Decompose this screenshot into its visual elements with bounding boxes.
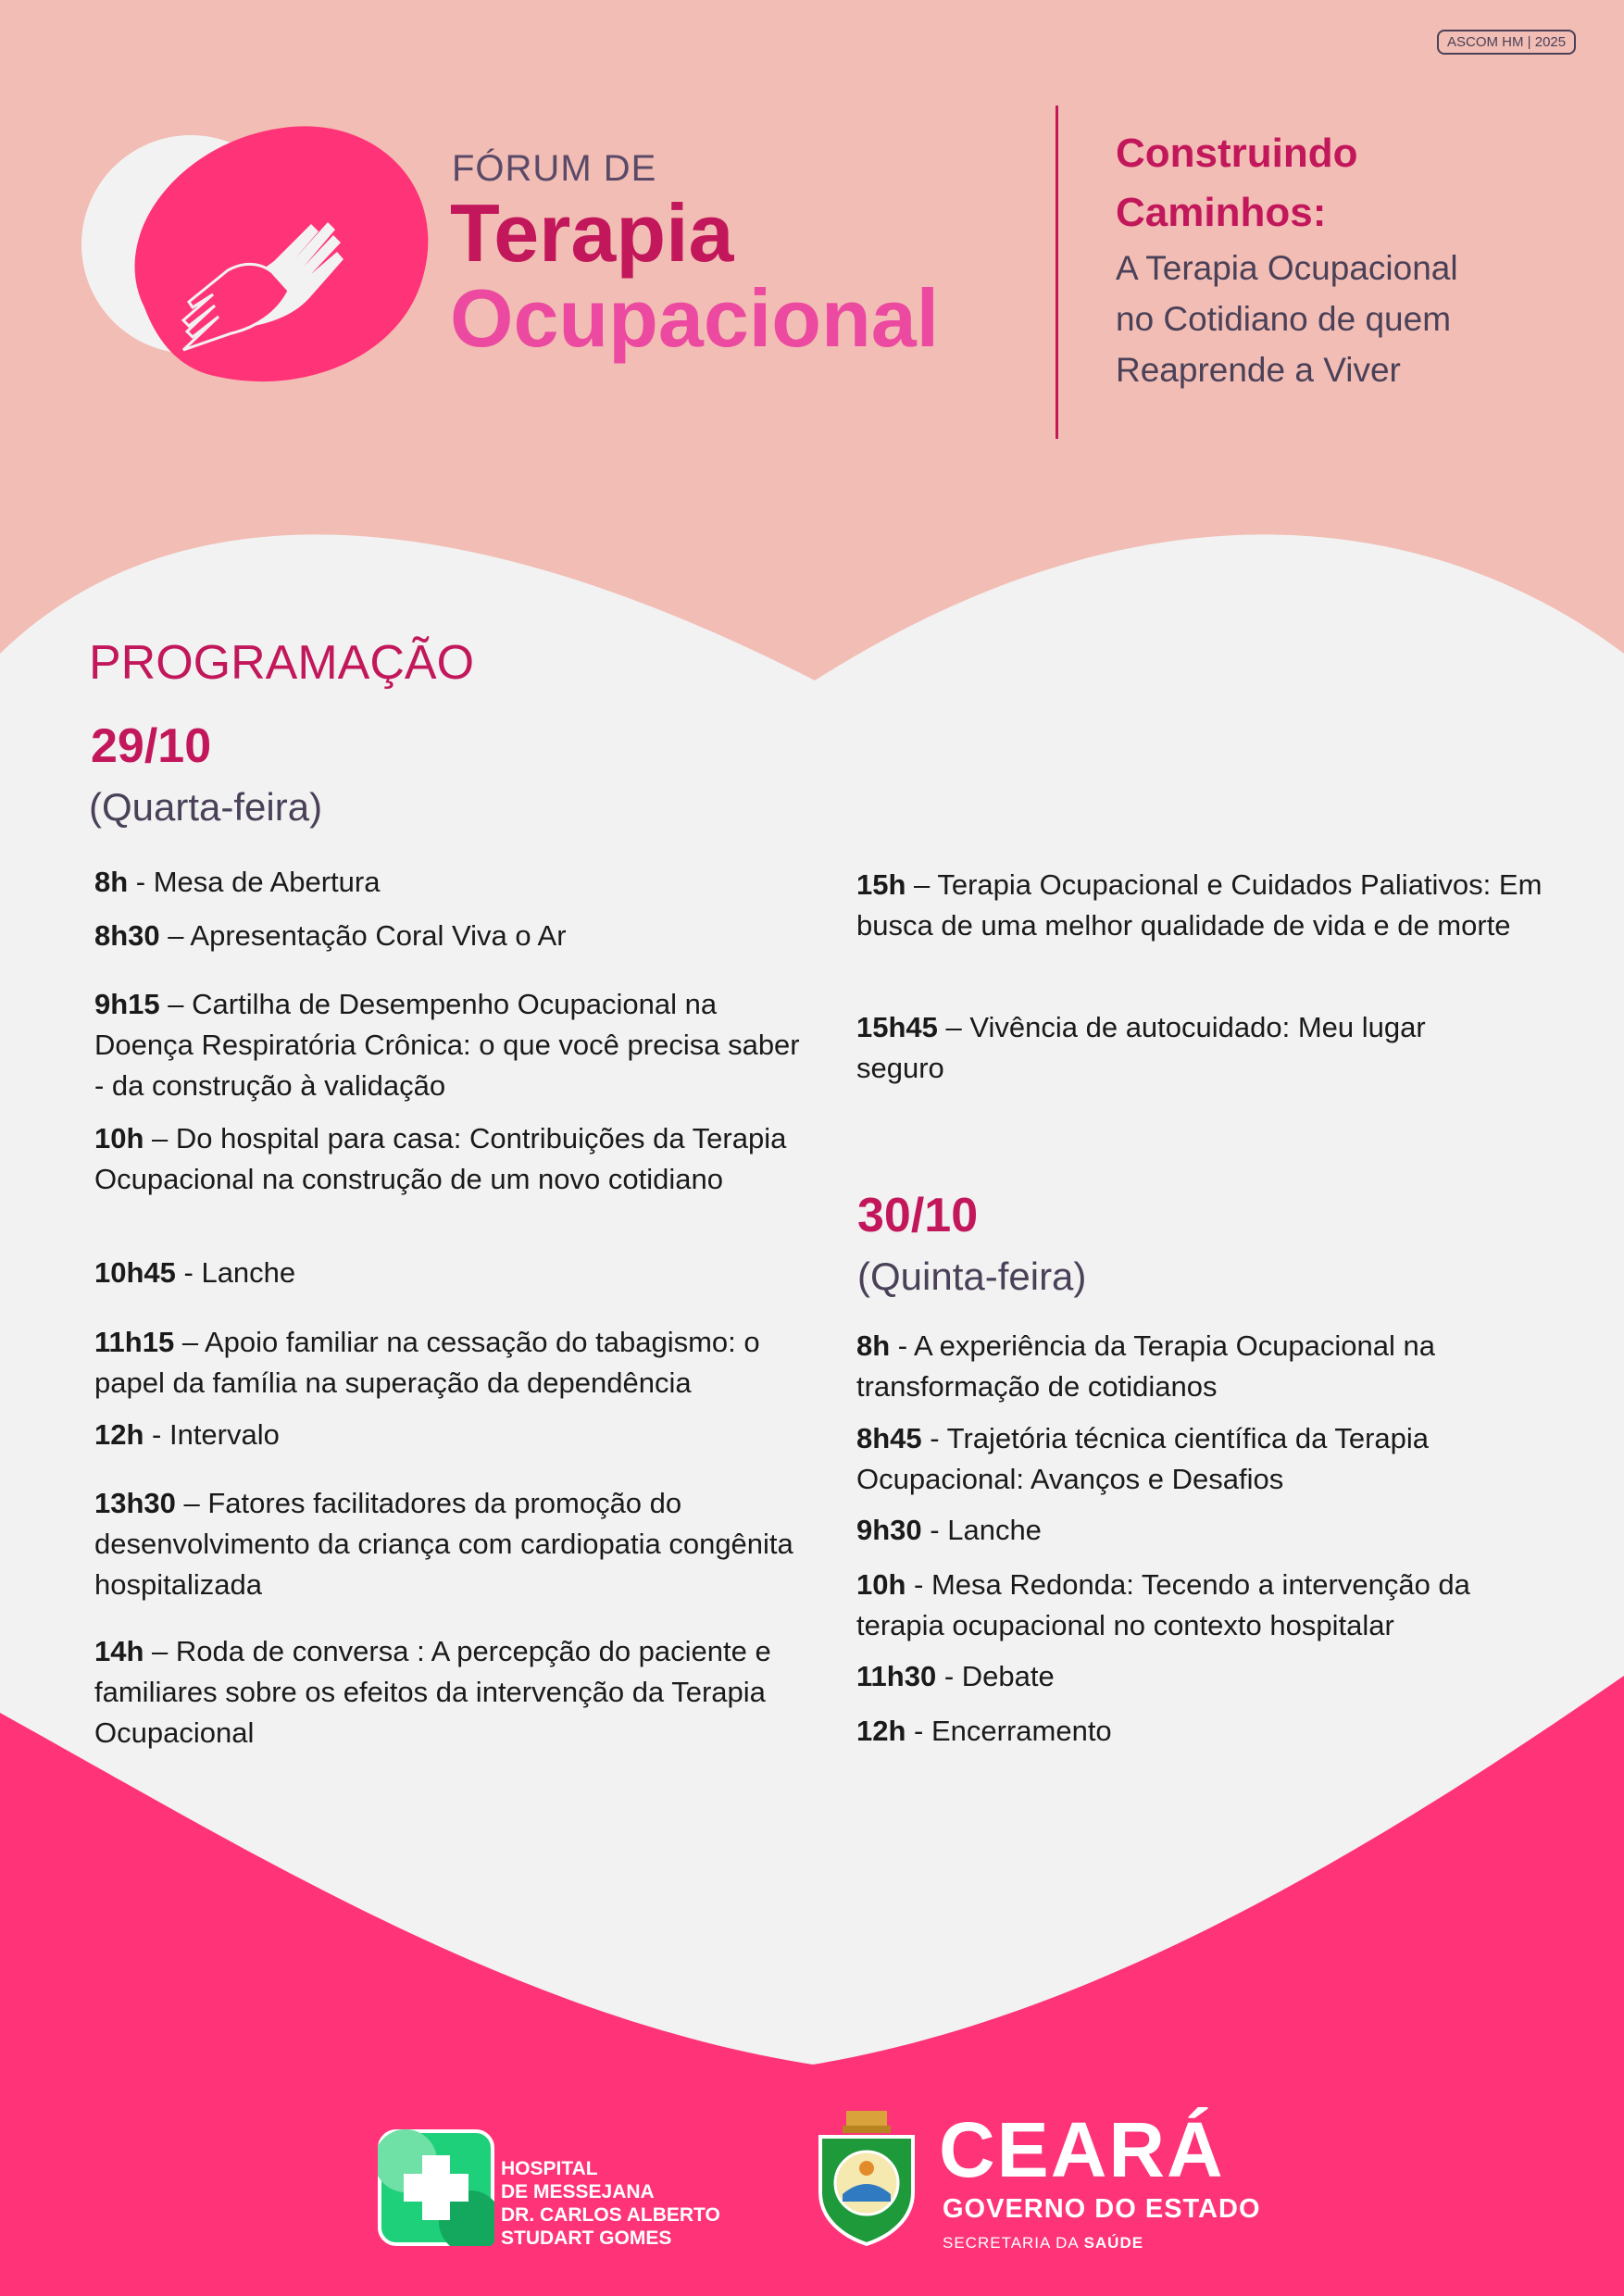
- schedule-time: 12h: [856, 1715, 906, 1747]
- hospital-line4: STUDART GOMES: [501, 2227, 672, 2249]
- schedule-time: 13h30: [94, 1487, 176, 1519]
- subtitle-heading: [1116, 124, 1597, 243]
- schedule-item: [856, 1565, 1560, 1646]
- schedule-time: 14h: [94, 1635, 144, 1667]
- hospital-line2: DE MESSEJANA: [501, 2181, 655, 2202]
- schedule-text: - Lanche: [921, 1514, 1042, 1546]
- hospital-logo-icon: [378, 2129, 494, 2246]
- title-ocupacional: Ocupacional: [450, 272, 940, 364]
- schedule-text: – Apoio familiar na cessação do tabagismo: o papel da família na superação da dependência: [94, 1326, 760, 1399]
- schedule-text: - A experiência da Terapia Ocupacional na transformação de cotidianos: [856, 1329, 1436, 1403]
- schedule-text: – Apresentação Coral Viva o Ar: [159, 919, 567, 952]
- schedule-text: - Lanche: [175, 1256, 296, 1289]
- ascom-credit: ASCOM HM | 2025: [1437, 30, 1576, 55]
- subtitle-line1: A Terapia Ocupacional: [1116, 249, 1458, 287]
- title-terapia: Terapia: [450, 187, 734, 279]
- schedule-time: 10h: [94, 1122, 144, 1154]
- schedule-text: – Roda de conversa : A percepção do paciente e familiares sobre os efeitos da intervenção da Terapia Ocupacional: [94, 1635, 771, 1749]
- ceara-coat-of-arms-icon: [815, 2109, 918, 2246]
- schedule-item: [856, 1326, 1523, 1407]
- schedule-text: - Trajetória técnica científica da Terapia Ocupacional: Avanços e Desafios: [856, 1422, 1430, 1495]
- subtitle-heading-line1: Construindo: [1116, 131, 1358, 176]
- schedule-time: 9h15: [94, 988, 160, 1020]
- secretaria-bold: SAÚDE: [1083, 2234, 1144, 2252]
- schedule-time: 8h30: [94, 919, 160, 952]
- day2-date: 30/10: [857, 1189, 979, 1242]
- schedule-item: [94, 1118, 807, 1200]
- programacao-heading: PROGRAMAÇÃO: [89, 636, 475, 690]
- hospital-name: [501, 2157, 720, 2250]
- schedule-text: - Intervalo: [144, 1418, 280, 1451]
- day1-weekday: (Quarta-feira): [89, 785, 323, 829]
- schedule-item: [856, 865, 1560, 946]
- schedule-item: [94, 916, 807, 956]
- secretaria-prefix: SECRETARIA DA: [943, 2234, 1084, 2252]
- forum-label: FÓRUM DE: [452, 148, 657, 189]
- schedule-item: [94, 984, 807, 1106]
- state-name: CEARÁ: [939, 2106, 1225, 2193]
- schedule-time: 8h: [94, 866, 129, 898]
- schedule-time: 11h30: [856, 1660, 937, 1692]
- hospital-line3: DR. CARLOS ALBERTO: [501, 2204, 720, 2226]
- schedule-item: [856, 1711, 1569, 1752]
- schedule-text: - Mesa Redonda: Tecendo a intervenção da terapia ocupacional no contexto hospitalar: [856, 1568, 1470, 1641]
- state-government: GOVERNO DO ESTADO: [943, 2194, 1261, 2224]
- schedule-time: 15h45: [856, 1011, 938, 1043]
- schedule-item: [856, 1510, 1569, 1551]
- schedule-time: 11h15: [94, 1326, 175, 1358]
- schedule-time: 8h45: [856, 1422, 922, 1454]
- schedule-text: - Debate: [936, 1660, 1055, 1692]
- day1-date: 29/10: [91, 719, 212, 773]
- subtitle-line3: Reaprende a Viver: [1116, 351, 1401, 389]
- schedule-item: [94, 1322, 807, 1404]
- subtitle-text: [1116, 243, 1597, 395]
- schedule-item: [94, 1253, 807, 1293]
- schedule-time: 12h: [94, 1418, 144, 1451]
- schedule-item: [94, 862, 807, 903]
- secretaria-label: [943, 2234, 1143, 2252]
- schedule-time: 15h: [856, 868, 906, 901]
- schedule-time: 10h: [856, 1568, 906, 1601]
- forum-logo-emblem: [80, 122, 441, 391]
- schedule-text: – Vivência de autocuidado: Meu lugar seguro: [856, 1011, 1426, 1084]
- schedule-text: – Cartilha de Desempenho Ocupacional na Doença Respiratória Crônica: o que você precisa saber - da construção à validação: [94, 988, 800, 1102]
- vertical-divider: [1056, 106, 1058, 439]
- day2-weekday: (Quinta-feira): [857, 1254, 1087, 1298]
- schedule-text: - Mesa de Abertura: [128, 866, 381, 898]
- subtitle-heading-line2: Caminhos:: [1116, 190, 1327, 235]
- schedule-item: [94, 1631, 807, 1753]
- schedule-item: [94, 1483, 807, 1605]
- schedule-text: – Fatores facilitadores da promoção do desenvolvimento da criança com cardiopatia congênita hospitalizada: [94, 1487, 793, 1601]
- schedule-item: [856, 1418, 1523, 1500]
- schedule-text: – Do hospital para casa: Contribuições da Terapia Ocupacional na construção de um novo cotidiano: [94, 1122, 787, 1195]
- subtitle-line2: no Cotidiano de quem: [1116, 300, 1452, 338]
- schedule-item: [856, 1656, 1569, 1697]
- schedule-item: [94, 1415, 807, 1455]
- schedule-time: 10h45: [94, 1256, 176, 1289]
- schedule-text: - Encerramento: [906, 1715, 1112, 1747]
- schedule-time: 8h: [856, 1329, 891, 1362]
- schedule-text: – Terapia Ocupacional e Cuidados Paliativos: Em busca de uma melhor qualidade de vida e de morte: [856, 868, 1543, 942]
- hospital-line1: HOSPITAL: [501, 2158, 598, 2179]
- schedule-time: 9h30: [856, 1514, 922, 1546]
- schedule-item: [856, 1007, 1505, 1089]
